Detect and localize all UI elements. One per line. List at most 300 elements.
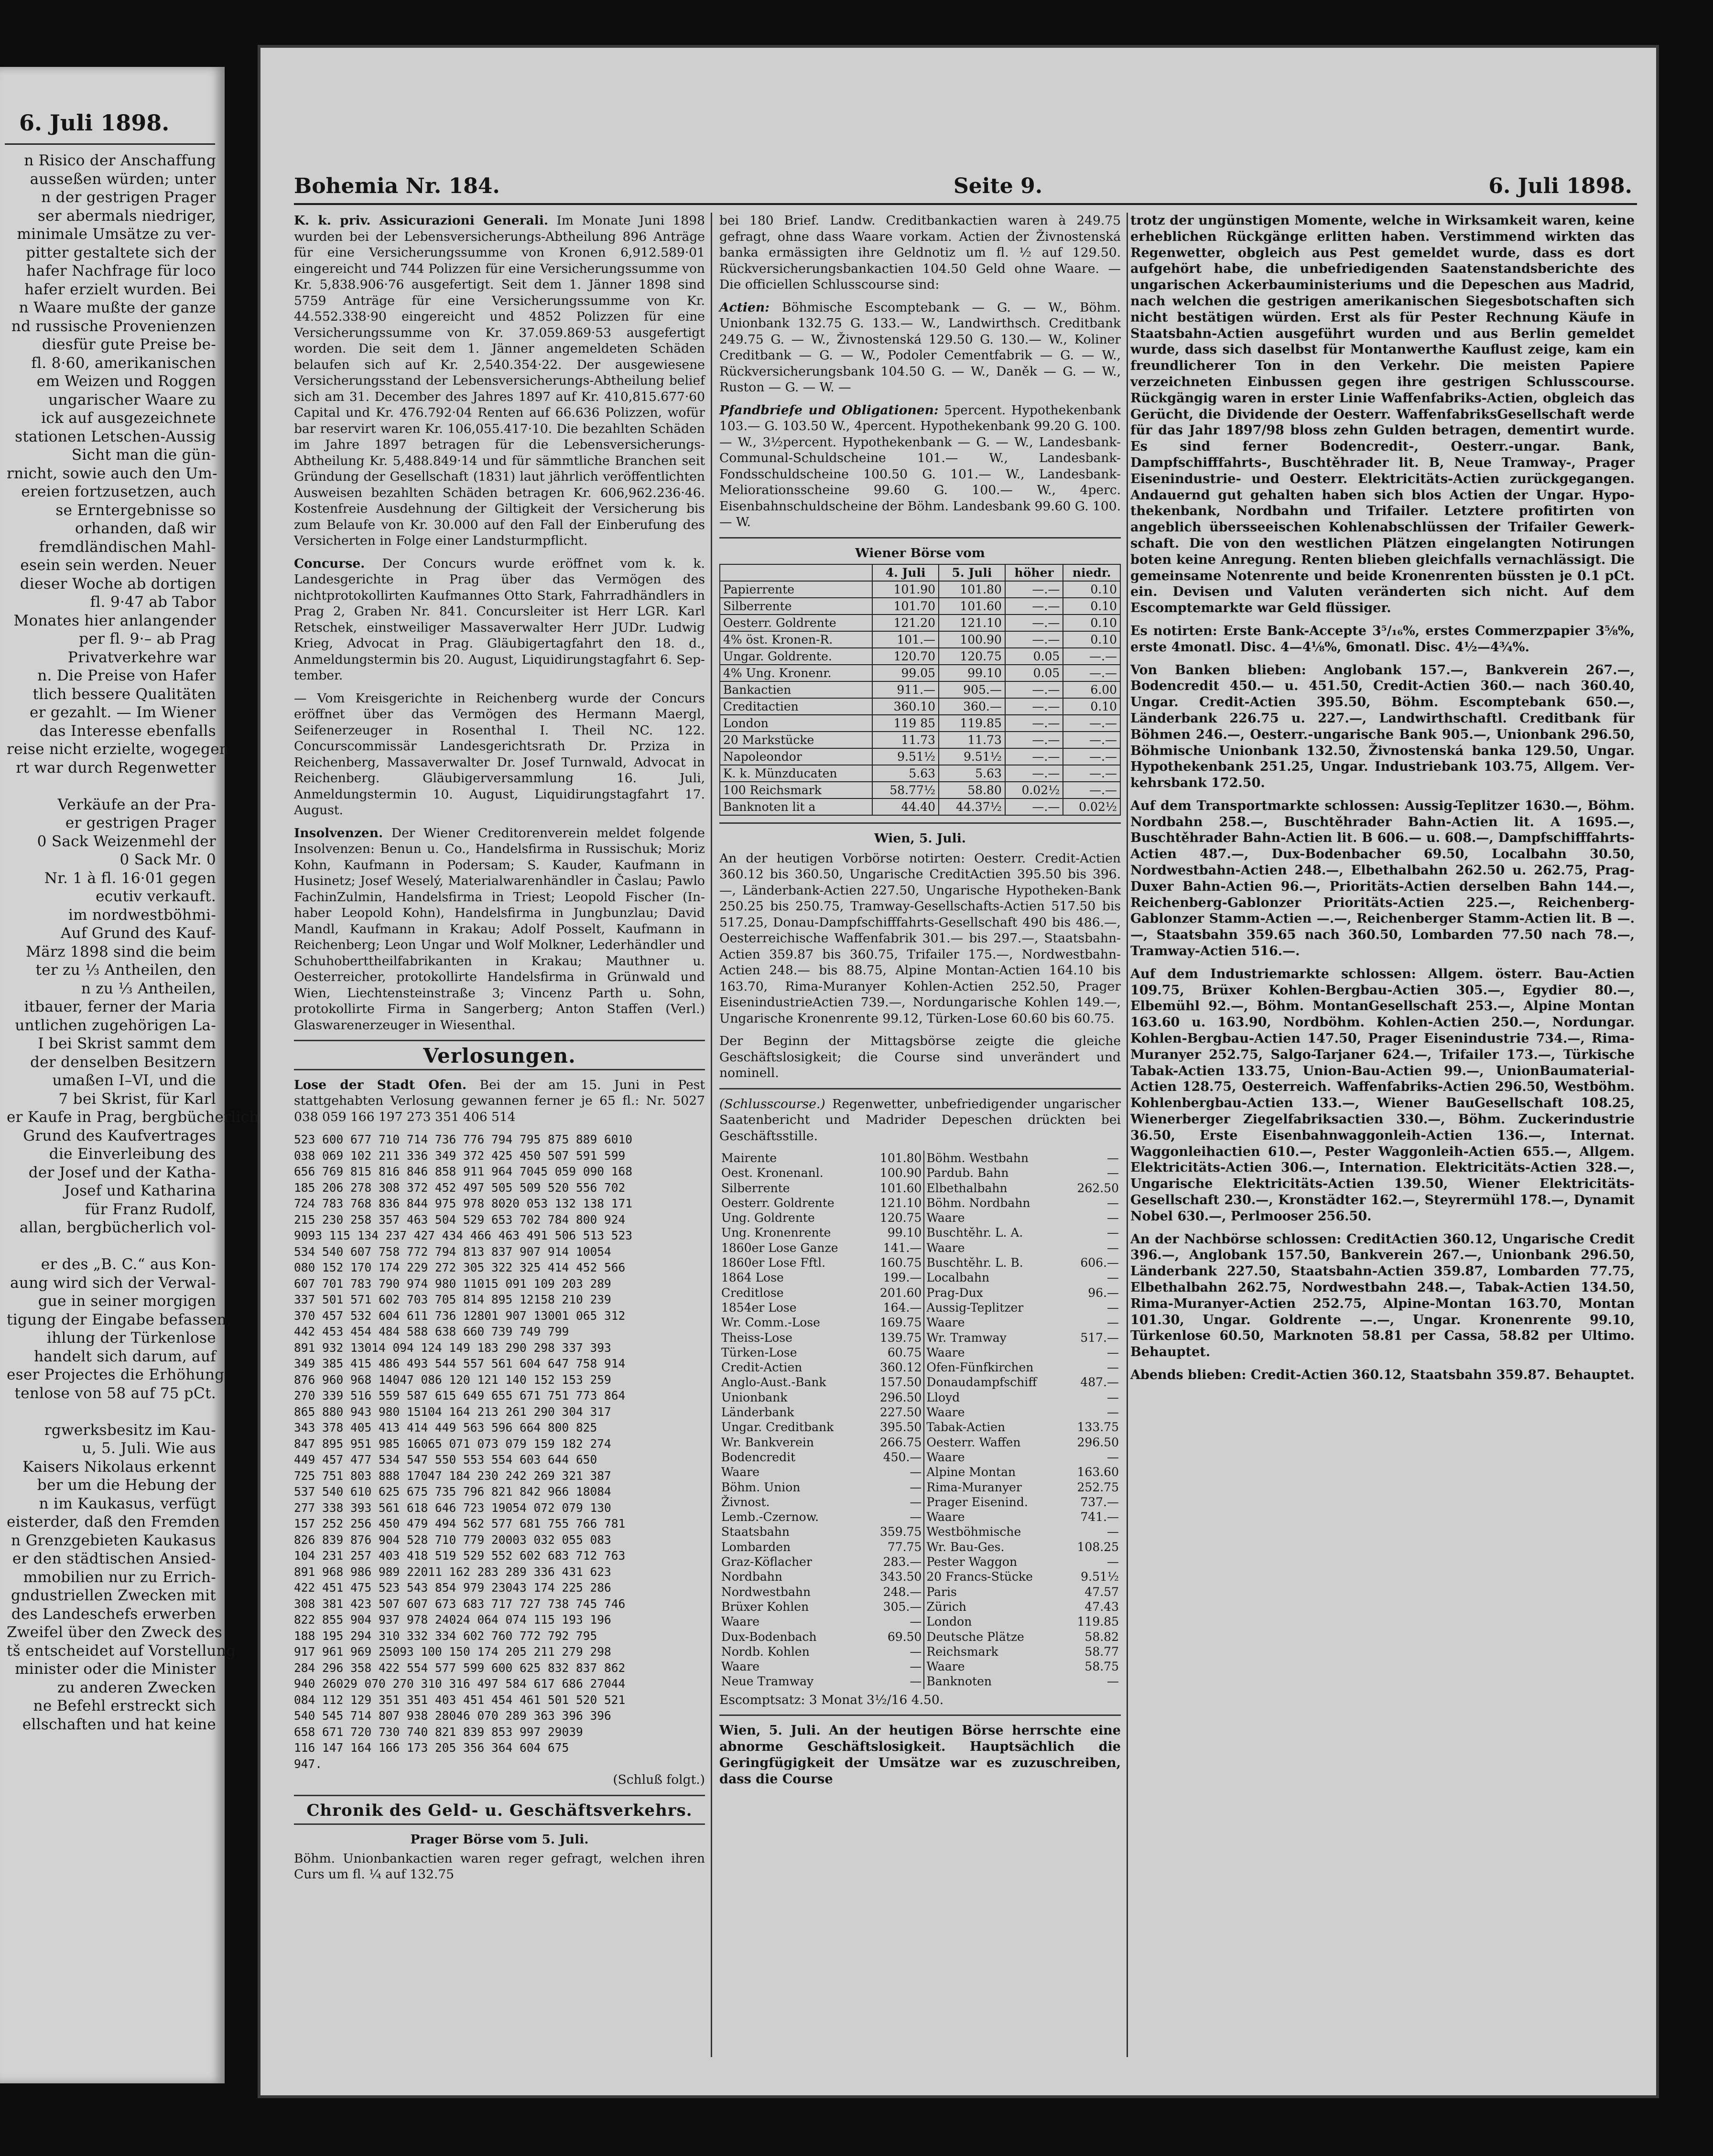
- previous-page-line: mmobilien nur zu Errich-: [23, 1568, 216, 1586]
- previous-page-line: 7 bei Skrist, für Karl: [58, 1090, 216, 1108]
- section-divider: [719, 537, 1121, 539]
- lottery-number-row: 523 600 677 710 714 736 776 794 795 875 889 6010: [294, 1132, 633, 1146]
- wien-boerse-report: [719, 1723, 1121, 1787]
- previous-page-line: esein sein werden. Neuer: [20, 557, 216, 574]
- table-cell: Neue Tramway: [721, 1674, 814, 1689]
- previous-page-line: Auf Grund des Kauf-: [61, 925, 216, 942]
- table-cell: 4% öst. Kronen-R.: [720, 631, 872, 648]
- lottery-number-row: 876 960 968 14047 086 120 121 140 152 153 259: [294, 1372, 611, 1387]
- table-header-cell: 4. Juli: [872, 564, 939, 581]
- table-cell: 99.10: [939, 665, 1005, 681]
- article-assicurazioni: [294, 213, 705, 549]
- table-row: [720, 648, 1120, 665]
- table-row: [719, 1495, 1121, 1509]
- table-cell: Böhm. Westbahn: [926, 1151, 1029, 1165]
- table-row: [720, 765, 1120, 782]
- lottery-number-row: 658 671 720 730 740 821 839 853 997 29039: [294, 1725, 583, 1739]
- previous-page-line: handelt sich darum, auf: [34, 1348, 216, 1365]
- table-cell: 1860er Lose Fftl.: [721, 1256, 826, 1270]
- table-cell: 9.51½: [939, 748, 1005, 765]
- table-cell: Deutsche Plätze: [926, 1629, 1024, 1644]
- lottery-number-row: 826 839 876 904 528 710 779 20003 032 055 083: [294, 1532, 611, 1547]
- lottery-number-row: 537 540 610 625 675 735 796 821 842 966 18084: [294, 1485, 611, 1498]
- table-cell: Böhm. Nordbahn: [926, 1196, 1030, 1210]
- previous-page-line: Monates hier anlangender: [13, 612, 216, 629]
- table-cell: 77.75: [867, 1540, 924, 1554]
- previous-page-line: [7, 1402, 216, 1421]
- table-cell: 121.10: [867, 1196, 924, 1210]
- table-cell: Waare: [721, 1465, 760, 1479]
- table-row: [720, 748, 1120, 765]
- table-cell: Waare: [926, 1660, 965, 1674]
- previous-page-line: Privatverkehre war: [67, 648, 216, 666]
- table-cell: 139.75: [867, 1330, 924, 1345]
- table-cell: 69.50: [867, 1629, 924, 1644]
- table-cell: Bodencredit: [721, 1450, 796, 1464]
- lottery-number-row: 724 783 768 836 844 975 978 8020 053 132 138 171: [294, 1197, 633, 1210]
- lottery-number-row: 084 112 129 351 351 403 451 454 461 501 520 521: [294, 1692, 626, 1707]
- schlusscourse-intro: [719, 1096, 1121, 1144]
- previous-page-line: er gezahlt. — Im Wiener: [29, 704, 216, 721]
- table-cell: —.—: [1063, 665, 1120, 681]
- previous-page-line: se Erntergebnisse so: [55, 501, 216, 519]
- table-cell: 44.40: [872, 798, 939, 815]
- table-cell: —: [1107, 1525, 1119, 1539]
- table-row: [719, 1465, 1121, 1479]
- table-cell: Prag-Dux: [926, 1285, 983, 1300]
- table-cell: 100.90: [867, 1165, 924, 1180]
- previous-page-line: n der gestrigen Prager: [41, 189, 216, 206]
- article-insolvenzen: [294, 825, 705, 1034]
- table-cell: Aussig-Teplitzer: [926, 1300, 1024, 1315]
- table-cell: Waare: [926, 1315, 965, 1330]
- table-cell: 199.—: [867, 1270, 924, 1285]
- article-title: Concurse.: [294, 556, 365, 571]
- previous-page-line: untlichen zugehörigen La-: [15, 1016, 216, 1034]
- table-cell: 487.—: [1080, 1375, 1119, 1390]
- previous-page-line: er Kaufe in Prag, bergbücherlich: [7, 1109, 259, 1126]
- actien-label: Actien:: [719, 300, 770, 315]
- wien-mittagsboerse-text: Der Beginn der Mittagsbörse zeigte die gleiche Geschäftslosigkeit; die Course sind unverändert und nominell.: [719, 1034, 1121, 1080]
- table-cell: —.—: [1063, 765, 1120, 782]
- lottery-title: Lose der Stadt Ofen.: [294, 1077, 467, 1092]
- table-cell: Tabak-Actien: [926, 1420, 1006, 1434]
- lottery-number-row: 188 195 294 310 332 334 602 760 772 792 795: [294, 1628, 597, 1643]
- lottery-number-row: 080 152 170 174 229 272 305 322 325 414 452 566: [294, 1261, 626, 1274]
- table-cell: Türken-Lose: [721, 1345, 797, 1359]
- table-cell: —: [1107, 1315, 1119, 1330]
- prager-boerse-continued: bei 180 Brief. Landw. Creditbankactien waren à 249.75 gefragt, ohne dass Waare vorkam. Actien der Živnostenská banka ermässigten ihre Geldnotiz um fl. ½ auf 129.50. Rückversicherungsbankactien 104.50 Geld ohne Waare. — Die officiellen Schlusscourse sind:: [719, 213, 1121, 292]
- lottery-number-row: 308 381 423 507 607 673 683 717 727 738 745 746: [294, 1596, 626, 1611]
- wien2-dateline: Wien, 5. Juli.: [719, 1723, 821, 1738]
- table-cell: —: [1107, 1674, 1119, 1689]
- previous-page-line: Sicht man die gün-: [71, 446, 216, 464]
- table-cell: Lloyd: [926, 1390, 960, 1404]
- market-report-transport: Auf dem Transportmarkte schlossen: Aussig-Teplitzer 1630.—, Böhm. Nordbahn 258.—, Buschtěhrader Bahn-Actien lit. A 1695.—, Buschtěhrader Bahn-Actien lit. B 606.— u. 608.—, Dampfschifffahrts-Actien 487.—, Dux-Bodenbacher 69.50, Localbahn 30.50, Nordwestbahn-Actien 248.—, Elbethalbahn 262.50 u. 262.75, Prag-Duxer Bahn-Actien 96.—, Prioritäts-Actien derselben Bahn 144.—, Reichenberg-Gablonzer Prioritäts-Actien 225.—, Reichenberg-Gablonzer Stamm-Actien —.—, Reichenberger Stamm-Actien lit. B —.—, Staatsbahn 359.65 nach 360.50, Lombarden 77.50 nach 78.—, Tramway-Actien 516.—.: [1130, 798, 1635, 959]
- table-row: [719, 1240, 1121, 1255]
- table-row: [719, 1420, 1121, 1434]
- section-divider: [294, 1823, 705, 1825]
- table-cell: 4% Ung. Kronenr.: [720, 665, 872, 681]
- header-issue: Bohemia Nr. 184.: [294, 174, 500, 198]
- table-cell: Nordwestbahn: [721, 1585, 811, 1599]
- table-cell: 517.—: [1080, 1330, 1119, 1345]
- table-cell: 58.82: [1084, 1629, 1119, 1644]
- previous-page-line: Verkäufe an der Pra-: [57, 796, 216, 813]
- table-cell: 6.00: [1063, 681, 1120, 698]
- table-cell: —.—: [1005, 798, 1063, 815]
- table-cell: London: [720, 715, 872, 732]
- lottery-intro-text: Bei der am 15. Juni in Pest stattgehabten Verlosung gewannen ferner je 65 fl.: Nr. 5027 038 059 166 197 273 351 406 514: [294, 1077, 705, 1124]
- article-concurse-reichenberg: — Vom Kreisgerichte in Reichenberg wurde der Concurs eröffnet über das Vermögen des Hermann Maergl, Seifenerzeuger in Rosenthal I. Theil NC. 122. Concurscommissär Landesgerichtsrath Dr. Prziza in Reichenberg, Massaverwalter Dr. Josef Turnwald, Advocat in Reichenberg. Gläubigerversammlung 16. Juli, Anmeldungstermin 10. August, Liquidirungstagfahrt 17. August.: [294, 690, 705, 818]
- section-divider: [719, 1088, 1121, 1089]
- table-cell: 121.20: [872, 614, 939, 631]
- table-cell: —: [867, 1495, 924, 1509]
- lottery-number-row: 534 540 607 758 772 794 813 837 907 914 10054: [294, 1244, 611, 1259]
- table-row: [719, 1270, 1121, 1285]
- table-cell: 266.75: [867, 1435, 924, 1450]
- table-cell: 141.—: [867, 1240, 924, 1255]
- table-cell: 58.80: [939, 782, 1005, 798]
- table-cell: Buschtěhr. L. B.: [926, 1256, 1023, 1270]
- table-cell: 305.—: [867, 1599, 924, 1614]
- previous-page-line: 0 Sack Weizenmehl der: [37, 832, 216, 850]
- table-cell: 101.—: [872, 631, 939, 648]
- table-cell: 101.90: [872, 581, 939, 598]
- table-cell: 360.—: [939, 698, 1005, 715]
- previous-page-line: gue in seiner morgigen: [38, 1293, 216, 1310]
- table-cell: 5.63: [939, 765, 1005, 782]
- table-cell: —: [1107, 1211, 1119, 1225]
- table-cell: Lemb.-Czernow.: [721, 1510, 819, 1524]
- table-cell: —: [867, 1480, 924, 1495]
- table-cell: —: [1107, 1226, 1119, 1240]
- previous-page-line: ser abermals niedriger,: [37, 207, 216, 225]
- table-row: [719, 1405, 1121, 1420]
- lottery-number-row: 847 895 951 985 16065 071 073 079 159 182 274: [294, 1436, 611, 1451]
- table-cell: Živnost.: [721, 1495, 770, 1509]
- previous-page-line: fremdländischen Mahl-: [39, 538, 216, 556]
- lottery-number-row: 891 968 986 989 22011 162 283 289 336 431 623: [294, 1564, 611, 1579]
- table-cell: 120.75: [867, 1210, 924, 1225]
- table-row: [719, 1196, 1121, 1210]
- previous-page-line: u, 5. Juli. Wie aus: [82, 1440, 216, 1457]
- previous-page-line: diesfür gute Preise be-: [42, 336, 216, 353]
- table-cell: 20 Francs-Stücke: [926, 1570, 1033, 1584]
- previous-page-line: n im Kaukasus, verfügt: [39, 1495, 216, 1512]
- previous-page-line: die Einverleibung des: [49, 1145, 216, 1163]
- lottery-number-row: 157 252 256 450 479 494 562 577 681 755 766 781: [294, 1517, 626, 1531]
- prager-boerse-title: Prager Börse vom 5. Juli.: [410, 1832, 589, 1847]
- previous-page-line: für Franz Rudolf,: [85, 1200, 216, 1218]
- lottery-number-row: 822 855 904 937 978 24024 064 074 115 193 196: [294, 1613, 611, 1627]
- table-cell: 99.05: [872, 665, 939, 681]
- table-cell: —.—: [1005, 614, 1063, 631]
- table-cell: Reichsmark: [926, 1644, 998, 1659]
- table-row: [719, 1360, 1121, 1375]
- previous-page-line: ausseßen würden; unter: [30, 170, 216, 188]
- table-row: [720, 598, 1120, 614]
- table-cell: —.—: [1005, 698, 1063, 715]
- table-row: [720, 581, 1120, 598]
- lottery-number-row: 540 545 714 807 938 28046 070 289 363 396 396: [294, 1709, 611, 1723]
- newspaper-page: [260, 48, 1656, 2095]
- table-cell: Localbahn: [926, 1271, 990, 1285]
- previous-page-line: ungarischer Waare zu: [48, 391, 216, 409]
- table-row: [719, 1435, 1121, 1450]
- previous-page-line: [7, 777, 216, 796]
- table-cell: —.—: [1005, 598, 1063, 614]
- table-cell: —: [1107, 1151, 1119, 1165]
- table-cell: 248.—: [867, 1585, 924, 1599]
- table-cell: Papierrente: [720, 581, 872, 598]
- lottery-number-row: 104 231 257 403 418 519 529 552 602 683 712 763: [294, 1549, 626, 1563]
- table-cell: 283.—: [867, 1554, 924, 1569]
- previous-page-line: n Waare mußte der ganze: [19, 299, 216, 316]
- article-body: Der Wiener Creditorenverein meldet folgende Insolvenzen: Benun u. Co., Handelsfirma in Russischuk; Moriz Kohn, Kaufmann in Podersam; S. Kauder, Kaufmann in Husinetz; Josef Weselý, Materialwarenhändler in Časlau; Pawlo FachinZulmin, Handelsfirma in Triest; Leopold Fischer (Inhaber Leopold Kohn), Handelsfirma in Jungbunzlau; David Mandl, Kaufmann in Krakau; Adolf Posselt, Kaufmann in Reichenberg; Leon Ungar und Wolf Molkner, Lederhändler und Schuhoberttheilfabrikanten in Krakau; Mauthner u. Oesterreicher, protokollirte Handelsfirma in Grünwald und Wien, Liechtensteinstraße 3; Vincenz Parth u. Sohn, protokollirte Firma in Sangerberg; Anton Staffen (Verl.) Glaswarenerzeuger in Wiesenthal.: [294, 825, 705, 1033]
- section-title-chronik: Chronik des Geld- u. Geschäftsverkehrs.: [306, 1800, 693, 1820]
- table-cell: 9.51½: [872, 748, 939, 765]
- previous-page-line: rt war durch Regenwetter: [16, 759, 216, 776]
- wien2-text: An der heutigen Börse herrschte eine abnorme Geschäftslosigkeit. Hauptsächlich die Geringfügigkeit der Umsätze war es zuzuschreiben, dass die Course: [719, 1723, 1121, 1787]
- column-middle: [719, 213, 1128, 2057]
- table-cell: —: [1107, 1390, 1119, 1404]
- table-cell: 157.50: [867, 1375, 924, 1390]
- table-cell: Waare: [926, 1405, 965, 1420]
- previous-page-line: aung wird sich der Verwal-: [10, 1274, 216, 1292]
- market-report-industrie: Auf dem Industriemarkte schlossen: Allgem. österr. Bau-Actien 109.75, Brüxer Kohlen-Bergbau-Actien 305.—, Egydier 80.—, Elbemühl 92.—, Böhm. MontanGesellschaft 253.—, Alpine Montan 163.60 u. 163.90, Nordböhm. Kohlen-Actien 250.—, Nordungar. Kohlen-Bergbau-Actien 147.50, Prager Eisenindustrie 734.—, Rima-Muranyer 252.75, Salgo-Tarjaner 624.—, Trifailer 173.—, Türkische Tabak-Actien 133.75, Union-Bau-Actien 99.—, UnionBaumaterial-Actien 128.75, Oesterreich. Waffenfabriks-Actien 296.50, Westböhm. Kohlenbergbau-Actien 133.—, Wiener BauGesellschaft 108.25, Wienerberger Ziegelfabriksactien 330.—, Böhm. Zuckerindustrie 36.50, Erste Eisenbahnwaggonleih-Actien 136.—, Internat. Waggonleihactien 610.—, Pester Waggonleih-Actien 655.—, Allgem. Elektricitäts-Actien 306.—, Internation. Elektricitäts-Actien 328.—, Ungarische Elektricitäts-Actien 139.50, Wiener Elektricitäts-Gesellschaft 230.—, Kronstädter 162.—, Steyrermühl 178.—, Dynamit Nobel 630.—, Perlmooser 256.50.: [1130, 966, 1635, 1224]
- table-cell: 360.10: [872, 698, 939, 715]
- table-row: [719, 1375, 1121, 1390]
- table-cell: Graz-Köflacher: [721, 1555, 812, 1569]
- escomptsatz: Escomptsatz: 3 Monat 3½/16 4.50.: [719, 1692, 944, 1707]
- previous-page-line: ereien fortzusetzen, auch: [21, 483, 216, 500]
- table-cell: Ofen-Fünfkirchen: [926, 1360, 1034, 1375]
- previous-page-line: ick auf ausgezeichnete: [41, 410, 216, 427]
- previous-page-line: em Weizen und Roggen: [36, 373, 216, 390]
- table-cell: 133.75: [1077, 1420, 1119, 1434]
- table-cell: 119 85: [872, 715, 939, 732]
- table-cell: 99.10: [867, 1225, 924, 1240]
- table-cell: Creditactien: [720, 698, 872, 715]
- table-cell: 44.37½: [939, 798, 1005, 815]
- table-cell: 905.—: [939, 681, 1005, 698]
- table-cell: Nordbahn: [721, 1570, 782, 1584]
- table-cell: 1854er Lose: [721, 1300, 797, 1315]
- table-cell: 911.—: [872, 681, 939, 698]
- table-row: [719, 1599, 1121, 1614]
- lottery-number-row: 116 147 164 166 173 205 356 364 604 675: [294, 1741, 569, 1755]
- previous-page-line: allan, bergbücherlich vol-: [20, 1219, 216, 1236]
- previous-page-line: ter zu ⅓ Antheilen, den: [35, 961, 216, 979]
- table-row: [719, 1255, 1121, 1270]
- previous-page-line: minister oder die Minister: [15, 1660, 216, 1678]
- table-cell: Elbethalbahn: [926, 1181, 1008, 1195]
- market-report-p1: trotz der ungünstigen Momente, welche in Wirksamkeit waren, keine erheblichen Rückgänge erlitten haben. Verstimmend wirkten das Regenwetter, obgleich aus Pest gemeldet wurde, dass es dort aufgehört habe, die unbefriedigenden Saatenstandsberichte des ungarischen Ackerbauministeriums und die Depeschen aus Madrid, nach welchen die gestrigen amerikanischen Siegesbotschaften sich nicht bestätigen würden. Erst als für Pester Rechnung Käufe in Staatsbahn-Actien ausgeführt wurden und aus Berlin gemeldet wurde, dass sich daselbst für Montanwerthe Kauflust zeige, kam ein freundlicherer Ton in den Verkehr. Die meisten Papiere verzeichneten Einbussen gegen ihre gestrigen Schlusscourse. Rückgängig waren in erster Linie Waffenfabriks-Actien, obgleich das Gerücht, die Dividende der Oesterr. WaffenfabriksGesellschaft werde für das Jahr 1897/98 bloss zehn Gulden betragen, dementirt wurde. Es sind ferner Bodencredit-, Oesterr.-ungar. Bank, Dampfschifffahrts-, Buschtěhrader lit. B, Neue Tramway-, Prager Eisenindustrie- und Oesterr. Elektricitäts-Actien zurückgegangen. Andauernd gut gehalten haben sich blos Actien der Ungar. Hypothekenbank, Nordbahn und Trifailer. Letztere profitirten von angeblich übersseeischen Kohlenabschlüssen der Trifailer Gewerkschaft. Die von den westlichen Plätzen eingelangten Notirungen boten keine Anregung. Renten blieben gleichfalls vernachlässigt. Die gemeinsame Notenrente und beide Kronenrenten büssten je 0.1 pCt. ein. Devisen und Valuten veränderten sich nicht. Auf dem Escomptemarkte war Geld flüssiger.: [1130, 213, 1635, 616]
- section-divider: [294, 1795, 705, 1796]
- table-row: [719, 1450, 1121, 1465]
- table-cell: Donaudampfschiff: [926, 1375, 1037, 1390]
- header-date: 6. Juli 1898.: [1488, 174, 1632, 198]
- table-cell: —.—: [1005, 732, 1063, 748]
- table-cell: Waare: [721, 1660, 760, 1674]
- table-cell: 101.60: [867, 1181, 924, 1196]
- article-title: K. k. priv. Assicurazioni Generali.: [294, 213, 549, 228]
- table-cell: 20 Markstücke: [720, 732, 872, 748]
- article-title: Insolvenzen.: [294, 825, 383, 841]
- table-cell: 262.50: [1077, 1181, 1119, 1195]
- table-cell: 119.85: [1077, 1615, 1119, 1629]
- lottery-number-row: 343 378 405 413 414 449 563 596 664 800 825: [294, 1421, 597, 1434]
- table-cell: —: [1107, 1166, 1119, 1180]
- lottery-number-row: 656 769 815 816 846 858 911 964 7045 059 090 168: [294, 1164, 633, 1178]
- previous-page-strip: [0, 67, 259, 2083]
- table-cell: 0.10: [1063, 614, 1120, 631]
- table-row: [719, 1644, 1121, 1659]
- table-cell: 11.73: [872, 732, 939, 748]
- table-cell: Wr. Bankverein: [721, 1435, 814, 1449]
- table-cell: —: [867, 1659, 924, 1674]
- lottery-number-row: 917 961 969 25093 100 150 174 205 211 279 298: [294, 1645, 611, 1659]
- previous-page-line: nd russische Provenienzen: [11, 317, 216, 335]
- table-cell: 100 Reichsmark: [720, 782, 872, 798]
- table-cell: Waare: [926, 1240, 965, 1255]
- table-cell: —.—: [1063, 732, 1120, 748]
- table-cell: Westböhmische: [926, 1525, 1021, 1539]
- table-row: [719, 1300, 1121, 1315]
- table-cell: 0.10: [1063, 598, 1120, 614]
- table-cell: 100.90: [939, 631, 1005, 648]
- table-cell: 360.12: [867, 1360, 924, 1375]
- table-cell: Länderbank: [721, 1405, 794, 1420]
- previous-page-line: [7, 1237, 216, 1256]
- table-cell: 119.85: [939, 715, 1005, 732]
- table-cell: Credit-Actien: [721, 1360, 802, 1375]
- market-report-escompte: Es notirten: Erste Bank-Accepte 3⁵/₁₆%, erstes Commerzpapier 3⅝%, erste 4monatl. Disc. 4—4⅛%, 6monatl. Disc. 4½—4¾%.: [1130, 623, 1635, 655]
- market-report-abends: Abends blieben: Credit-Actien 360.12, Staatsbahn 359.87. Behauptet.: [1130, 1367, 1635, 1382]
- table-cell: Oest. Kronenanl.: [721, 1166, 824, 1180]
- article-body: Im Monate Juni 1898 wurden bei der Lebensversicherungs-Abtheilung 896 Anträge für eine Versicherungssumme von Kronen 6,912.589·01 eingereicht und 744 Polizzen für eine Versicherungssumme von Kr. 5,838.906·76 ausgefertigt. Seit dem 1. Jänner 1898 sind 5759 Anträge für eine Versicherungssumme von Kr. 44.552.338·90 eingereicht und 4852 Polizzen für eine Versicherungssumme von Kr. 37.059.869·53 ausgefertigt worden. Die seit dem 1. Jänner angemeldeten Schäden belaufen sich auf Kr. 2,540.354·22. Der ausgewiesene Versicherungsstand der Lebensversicherungs-Abtheilung belief sich am 31. December des Jahres 1897 auf Kr. 410,815.677·60 Capital und Kr. 476.792·04 Renten auf 66.636 Polizzen, wofür bar reservirt waren Kr. 106,055.417·10. Die bezahlten Schäden im Jahre 1897 betragen für die Lebensversicherungs-Abtheilung Kr. 5,488.849·14 und für sämmtliche Branchen seit Gründung der Gesellschaft (1831) laut jährlich veröffentlichten Ausweisen bezahlten Schäden betragen Kr. 606,962.236·46. Kostenfreie Ausdehnung der Giltigkeit der Versicherung bis zum Belaufe von Kr. 30.000 auf den Fall der Einberufung des Versicherten in Folge einer Landsturmpflicht.: [294, 213, 705, 548]
- table-cell: Oesterr. Goldrente: [720, 614, 872, 631]
- table-cell: Alpine Montan: [926, 1465, 1016, 1479]
- lottery-number-row: 9093 115 134 237 427 434 466 463 491 506 513 523: [294, 1229, 633, 1242]
- table-row: [719, 1181, 1121, 1196]
- previous-page-line: er den städtischen Ansied-: [12, 1550, 216, 1567]
- lottery-number-row: 215 230 258 357 463 504 529 653 702 784 800 924: [294, 1212, 626, 1227]
- pfandbriefe-label: Pfandbriefe und Obligationen:: [719, 402, 939, 418]
- table-cell: —.—: [1005, 581, 1063, 598]
- table-cell: 1860er Lose Ganze: [721, 1240, 838, 1255]
- previous-page-line: Kaisers Nikolaus erkennt: [22, 1458, 216, 1476]
- lottery-numbers: [294, 1132, 705, 1772]
- table-cell: —.—: [1005, 715, 1063, 732]
- table-row: [719, 1330, 1121, 1345]
- previous-page-line: im nordwestböhmi-: [68, 906, 216, 924]
- table-cell: 108.25: [1077, 1540, 1119, 1554]
- table-cell: 0.05: [1005, 665, 1063, 681]
- previous-page-line: ne Befehl erstreckt sich: [33, 1697, 216, 1714]
- table-cell: London: [926, 1615, 972, 1629]
- table-row: [720, 782, 1120, 798]
- previous-page-line: der Josef und der Katha-: [28, 1164, 216, 1181]
- table-cell: 450.—: [867, 1450, 924, 1465]
- column-right: [1130, 213, 1635, 2057]
- table-cell: 60.75: [867, 1345, 924, 1360]
- previous-page-line: der denselben Besitzern: [30, 1053, 216, 1071]
- table-row: [719, 1629, 1121, 1644]
- table-cell: Banknoten lit a: [720, 798, 872, 815]
- prager-actien: [719, 300, 1121, 396]
- market-report-banken: Von Banken blieben: Anglobank 157.—, Bankverein 267.—, Bodencredit 450.— u. 451.50, Credit-Actien 360.— nach 360.40, Ungar. Credit-Actien 395.50, Böhm. Escomptebank 650.—, Länderbank 226.75 u. 227.—, Landwirthschaftl. Creditbank für Böhmen 246.—, Oesterr.-ungarische Bank 905.—, Unionbank 296.50, Böhmische Unionbank 132.50, Živnostenská banka 129.50, Ungar. Hypothekenbank 251.25, Ungar. Industriebank 103.75, Allgem. Verkehrsbank 172.50.: [1130, 662, 1635, 791]
- table-cell: 0.02½: [1063, 798, 1120, 815]
- previous-page-line: Grund des Kaufvertrages: [23, 1127, 216, 1144]
- lottery-number-row: 185 206 278 308 372 452 497 505 509 520 556 702: [294, 1180, 626, 1195]
- table-row: [719, 1345, 1121, 1360]
- previous-page-line: hafer erzielt wurden. Bei: [24, 280, 216, 298]
- table-cell: Pester Waggon: [926, 1555, 1018, 1569]
- section-divider: [294, 1069, 705, 1070]
- table-cell: —: [1107, 1271, 1119, 1285]
- previous-page-line: gndustriellen Zwecken mit: [11, 1587, 216, 1604]
- table-row: [719, 1554, 1121, 1569]
- table-header-row: [720, 564, 1120, 581]
- table-cell: Bankactien: [720, 681, 872, 698]
- lottery-number-row: 370 457 532 604 611 736 12801 907 13001 065 312: [294, 1308, 626, 1323]
- table-cell: 47.43: [1084, 1599, 1119, 1614]
- column-left: [294, 213, 712, 2057]
- table-cell: —: [867, 1674, 924, 1689]
- table-cell: 164.—: [867, 1300, 924, 1315]
- previous-page-line: fl. 8·60, amerikanischen: [31, 354, 216, 372]
- section-title-verlosungen: Verlosungen.: [423, 1044, 576, 1067]
- previous-page-line: stationen Letschen-Aussig: [15, 428, 216, 445]
- table-cell: Wr. Bau-Ges.: [926, 1540, 1005, 1554]
- previous-page-line: eser Projectes die Erhöhung: [7, 1366, 225, 1383]
- table-cell: Ungar. Creditbank: [721, 1420, 834, 1434]
- table-cell: —: [1107, 1240, 1119, 1255]
- previous-page-line: tigung der Eingabe befassen,: [7, 1311, 232, 1328]
- table-cell: —: [867, 1509, 924, 1524]
- table-cell: 296.50: [1077, 1435, 1119, 1449]
- previous-page-line: er des „B. C.“ aus Kon-: [41, 1256, 216, 1273]
- table-cell: —: [1107, 1360, 1119, 1375]
- table-row: [719, 1390, 1121, 1405]
- table-cell: —: [1107, 1555, 1119, 1569]
- table-cell: 343.50: [867, 1569, 924, 1584]
- section-divider: [294, 1040, 705, 1041]
- table-cell: 47.57: [1084, 1585, 1119, 1599]
- table-row: [720, 665, 1120, 681]
- lottery-number-row: 947.: [294, 1757, 323, 1771]
- article-concurse: [294, 556, 705, 684]
- lottery-number-row: 442 453 454 484 588 638 660 739 749 799: [294, 1325, 569, 1338]
- lottery-number-row: 865 880 943 980 15104 164 213 261 290 304 317: [294, 1404, 611, 1419]
- schlusscourse-label: (Schlusscourse.): [719, 1096, 825, 1111]
- table-cell: —: [1107, 1405, 1119, 1420]
- previous-page-line: das Interesse ebenfalls: [39, 722, 216, 740]
- table-cell: Brüxer Kohlen: [721, 1599, 809, 1614]
- table-row: [719, 1674, 1121, 1689]
- table-cell: 11.73: [939, 732, 1005, 748]
- previous-page-line: eisterder, daß den Fremden: [7, 1513, 220, 1531]
- table-row: [720, 715, 1120, 732]
- lottery-number-row: 337 501 571 602 703 705 814 895 12158 210 239: [294, 1293, 611, 1306]
- table-cell: —: [1107, 1450, 1119, 1464]
- table-cell: Pardub. Bahn: [926, 1166, 1009, 1180]
- wien-vorboerse-text: An der heutigen Vorbörse notirten: Oesterr. Credit-Actien 360.12 bis 360.50, Ungarische CreditActien 395.50 bis 396.—, Länderbank-Actien 227.50, Ungarische Hypotheken-Bank 250.25 bis 250.75, Tramway-Gesellschafts-Actien 517.50 bis 517.25, Donau-Dampfschifffahrts-Gesellschaft 490 bis 486.—, Oesterreichische Waffenfabrik 301.— bis 297.—, Staatsbahn-Actien 359.87 bis 360.75, Trifailer 175.—, Nordwestbahn-Actien 248.— bis 88.75, Alpine Montan-Actien 164.10 bis 163.70, Rima-Muranyer Kohlen-Actien 252.50, Prager EisenindustrieActien 739.—, Nordungarische Kohlen 149.—, Ungarische Kronenrente 99.12, Türken-Lose 60.60 bis 60.75.: [719, 851, 1121, 1026]
- table-cell: Waare: [926, 1345, 965, 1359]
- previous-page-line: tš entscheidet auf Vorstellung: [7, 1642, 236, 1660]
